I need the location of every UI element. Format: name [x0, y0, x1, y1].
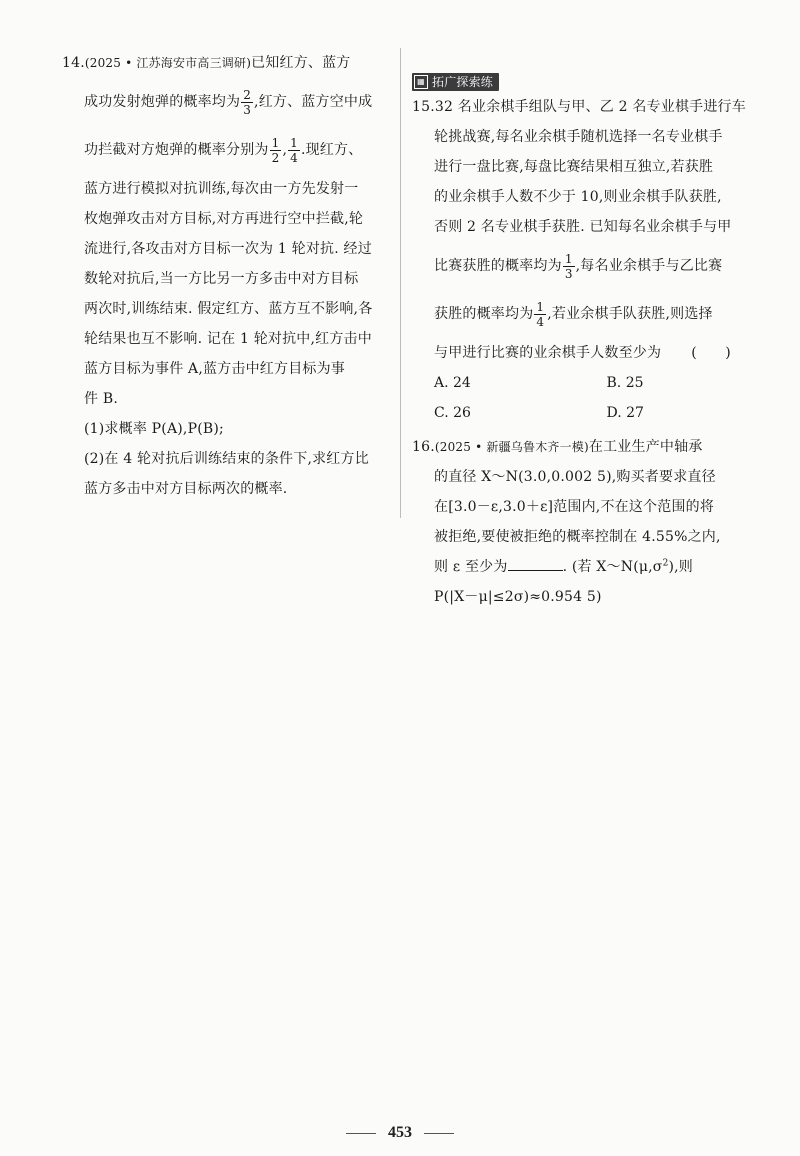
q14-source: (2025 • 江苏海安市高三调研)	[84, 56, 252, 70]
option-b: B. 25	[606, 375, 644, 391]
q14-line-7: 数轮对抗后,当一方比另一方多击中对方目标	[84, 271, 359, 287]
q16-text: . (若 X～N(μ,σ	[562, 559, 663, 575]
q14-part-2b: 蓝方多击中对方目标两次的概率.	[84, 481, 288, 497]
q14-text: ,红方、蓝方空中成	[254, 94, 373, 110]
q14-text: 功拦截对方炮弹的概率分别为	[84, 142, 269, 158]
q14-line-5: 枚炮弹攻击对方目标,对方再进行空中拦截,轮	[84, 211, 364, 227]
frac-den: 4	[290, 150, 298, 165]
q15-text: ,若业余棋手队获胜,则选择	[547, 306, 713, 322]
q16-text: ),则	[668, 559, 694, 575]
q14-line-3	[62, 126, 392, 174]
q15-line-4: 的业余棋手人数不少于 10,则业余棋手队获胜,	[434, 189, 722, 205]
q16-line-5	[412, 552, 757, 582]
section-badge-icon: ▦	[414, 75, 428, 89]
frac-num: 1	[564, 251, 573, 266]
q15-line-5: 否则 2 名专业棋手获胜. 已知每名业余棋手与甲	[434, 219, 732, 235]
q15-line-8	[412, 338, 757, 368]
q15-options-row-2	[412, 398, 757, 428]
fraction-1-4	[288, 136, 300, 165]
section-badge	[412, 73, 499, 91]
q16-number: 16.	[412, 439, 435, 455]
q14-text: 成功发射炮弹的概率均为	[84, 94, 241, 110]
footer-dash-right	[424, 1133, 454, 1134]
q16-text: 则 ε 至少为	[434, 559, 508, 575]
section-title: 拓广探索练	[432, 75, 494, 89]
footer-dash-left	[346, 1133, 376, 1134]
answer-paren: ( )	[691, 345, 731, 361]
q16-line-6: P(|X－μ|≤2σ)≈0.954 5)	[434, 589, 602, 605]
q15-line-3: 进行一盘比赛,每盘比赛结果相互独立,若获胜	[434, 159, 714, 175]
frac-den: 3	[243, 102, 252, 117]
q14-text: ,	[282, 142, 288, 158]
q15-text: 与甲进行比赛的业余棋手人数至少为	[434, 345, 662, 361]
section-header	[412, 68, 757, 92]
frac-den: 3	[564, 266, 573, 281]
q15-line-7	[412, 290, 757, 338]
q15-text: ,每名业余棋手与乙比赛	[575, 258, 723, 274]
question-14	[62, 48, 392, 504]
q14-part-1: (1)求概率 P(A),P(B);	[84, 421, 224, 437]
q16-line-3: 在[3.0－ε,3.0＋ε]范围内,不在这个范围的将	[434, 499, 715, 515]
q14-line-6: 流进行,各攻击对方目标一次为 1 轮对抗. 经过	[84, 241, 372, 257]
fraction-2-3	[241, 88, 253, 117]
page-footer	[0, 1124, 800, 1142]
frac-num: 2	[243, 87, 252, 102]
q16-text: 在工业生产中轴承	[588, 439, 703, 455]
q15-line-1	[412, 92, 757, 122]
column-divider	[400, 48, 401, 518]
q15-text: 32 名业余棋手组队与甲、乙 2 名专业棋手进行车	[434, 99, 746, 115]
q15-line-6	[412, 242, 757, 290]
page-number: 453	[388, 1124, 412, 1141]
frac-num: 1	[271, 135, 280, 150]
question-15	[412, 92, 757, 428]
question-16	[412, 432, 757, 612]
q14-line-8: 两次时,训练结束. 假定红方、蓝方互不影响,各	[84, 301, 373, 317]
frac-den: 2	[271, 150, 280, 165]
option-a: A. 24	[434, 375, 471, 391]
q14-text: .现红方、	[300, 142, 363, 158]
q14-part-2a: (2)在 4 轮对抗后训练结束的条件下,求红方比	[84, 451, 369, 467]
q16-line-2: 的直径 X～N(3.0,0.002 5),购买者要求直径	[434, 469, 716, 485]
frac-den: 4	[536, 314, 545, 329]
q15-line-2: 轮挑战赛,每名业余棋手随机选择一名专业棋手	[434, 129, 723, 145]
q14-line-2	[62, 78, 392, 126]
q15-text: 获胜的概率均为	[434, 306, 534, 322]
q14-number: 14.	[62, 55, 85, 71]
q15-options-row-1	[412, 368, 757, 398]
frac-num: 1	[536, 299, 545, 314]
fraction-1-3	[563, 252, 575, 281]
q15-number: 15.	[412, 99, 435, 115]
q16-line-4: 被拒绝,要使被拒绝的概率控制在 4.55%之内,	[434, 529, 721, 545]
q14-text: 已知红方、蓝方	[251, 55, 351, 71]
frac-num: 1	[290, 135, 298, 150]
fraction-1-2	[270, 136, 282, 165]
q14-line-10: 蓝方目标为事件 A,蓝方击中红方目标为事	[84, 361, 346, 377]
superscript: 2	[662, 558, 669, 569]
q14-line-1	[62, 48, 392, 78]
answer-blank	[508, 556, 563, 571]
q15-text: 比赛获胜的概率均为	[434, 258, 562, 274]
q14-line-4: 蓝方进行模拟对抗训练,每次由一方先发射一	[84, 181, 359, 197]
fraction-1-4	[534, 300, 546, 329]
q16-line-1	[412, 432, 757, 462]
option-d: D. 27	[606, 405, 644, 421]
q14-line-11: 件 B.	[84, 391, 118, 407]
right-column	[412, 68, 757, 612]
option-c: C. 26	[434, 405, 471, 421]
q16-source: (2025 • 新疆乌鲁木齐一模)	[434, 440, 589, 454]
q14-line-9: 轮结果也互不影响. 记在 1 轮对抗中,红方击中	[84, 331, 372, 347]
